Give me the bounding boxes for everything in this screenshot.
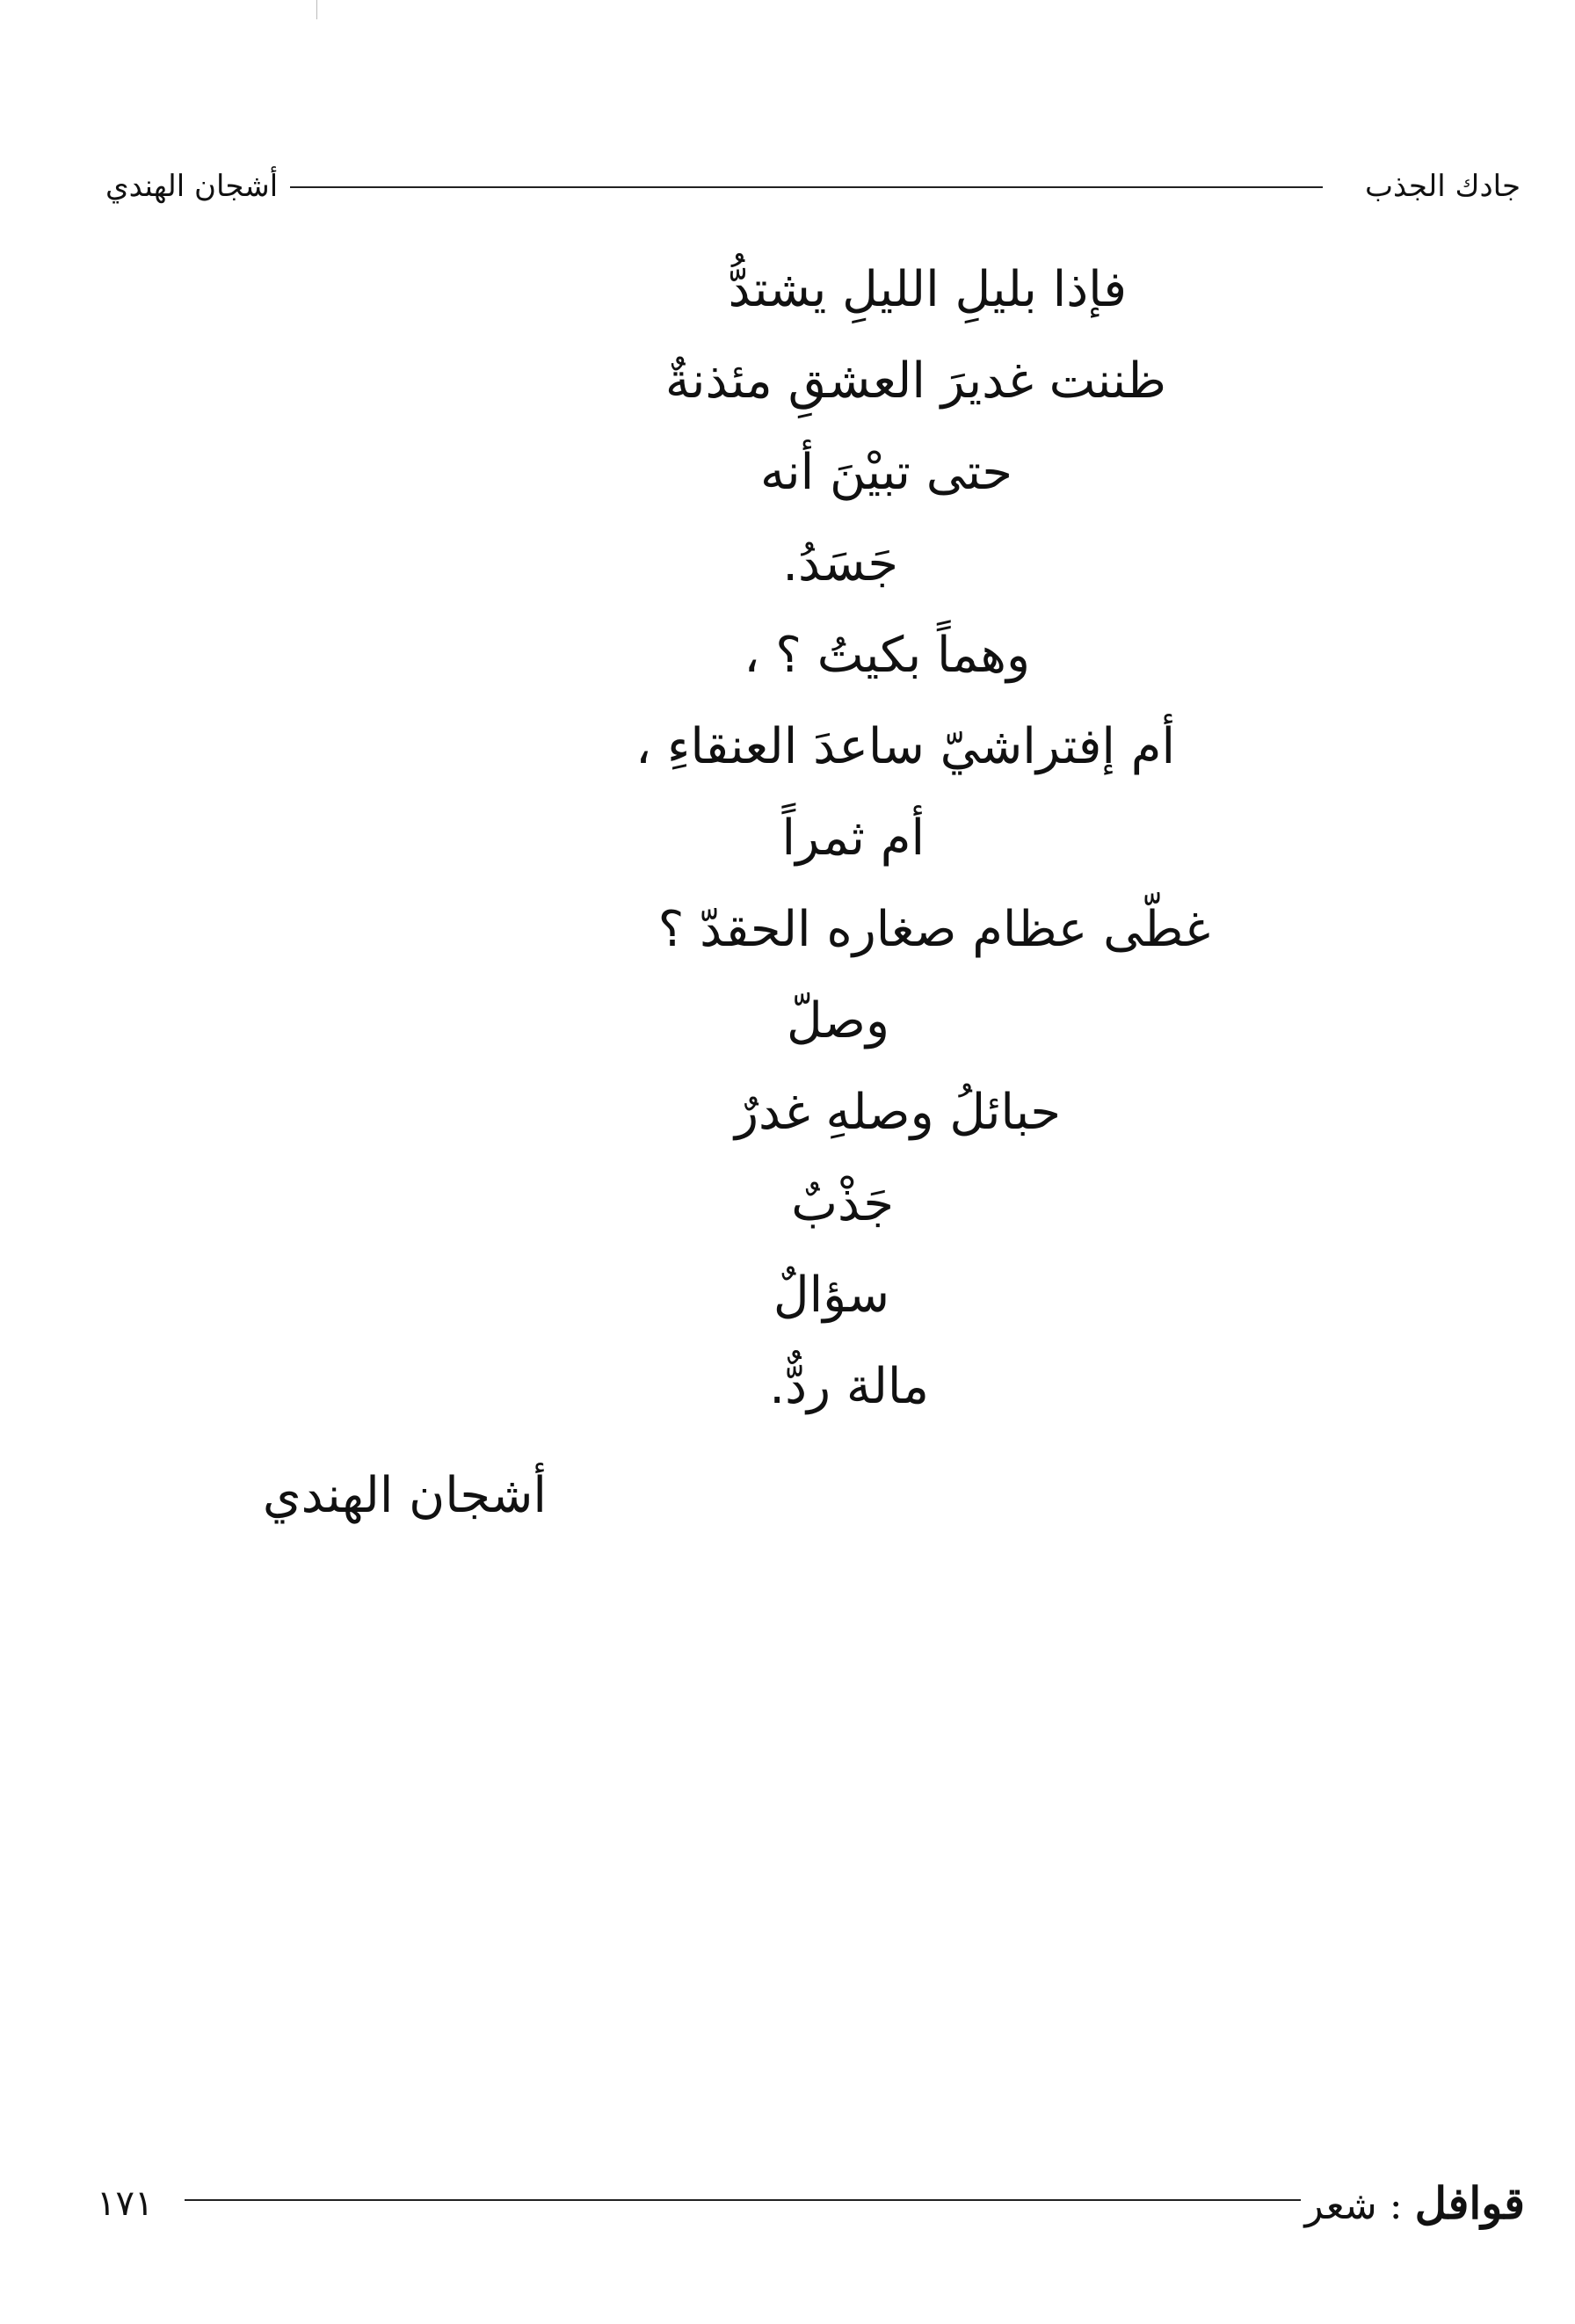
page-footer [97, 2173, 1525, 2234]
poem-line: سؤالٌ [773, 1267, 889, 1324]
poem-line: أم إفتراشيّ ساعدَ العنقاءِ ، [635, 718, 1175, 775]
poem-line: مالة ردٌّ. [769, 1358, 929, 1415]
scan-mark [316, 0, 317, 19]
header-book-title: جادك الجذب [1365, 169, 1521, 204]
header-author: أشجان الهندي [105, 169, 279, 204]
footer-section [1304, 2173, 1525, 2237]
poem-line: وهماً بكيتُ ؟ ، [744, 627, 1030, 684]
poem-line: جَذْبٌ [791, 1175, 894, 1232]
footer-rule [185, 2199, 1301, 2201]
poem-line: حبائلُ وصلهِ غدرٌ [734, 1084, 1061, 1141]
poem-signature: أشجان الهندي [262, 1467, 547, 1524]
poem-line: فإذا بليلِ الليلِ يشتدُّ [728, 261, 1127, 318]
footer-section-bold: قوافل [1414, 2177, 1525, 2229]
header-rule [290, 186, 1323, 188]
footer-section-rest: : شعر [1304, 2183, 1403, 2228]
poem-line: ظننت غديرَ العشقِ مئذنةٌ [664, 352, 1166, 410]
poem-line: وصلّ [786, 992, 889, 1049]
poem-line: حتى تبيْنَ أنه [760, 444, 1012, 501]
poem-line: غطّى عظام صغاره الحقدّ ؟ [657, 901, 1210, 958]
page-number: ١٧١ [97, 2183, 154, 2224]
poem-line: جَسَدُ. [782, 535, 898, 592]
poem-line: أم ثمراً [781, 810, 925, 867]
page-header [105, 160, 1521, 213]
